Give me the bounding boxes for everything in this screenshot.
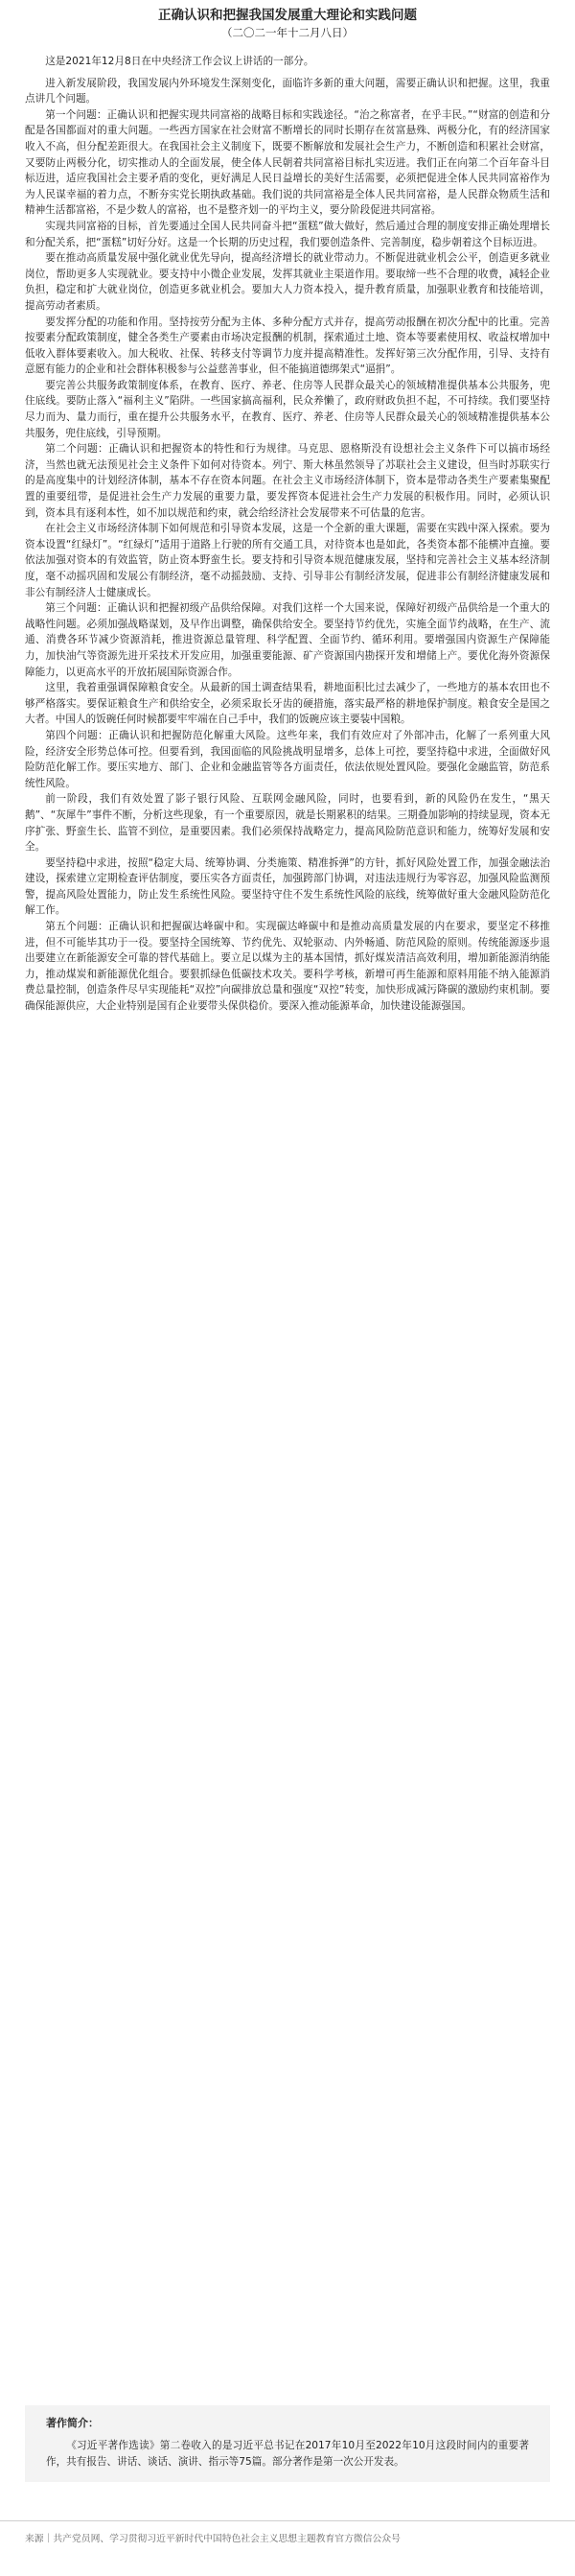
- paragraph: 要坚持稳中求进，按照“稳定大局、统筹协调、分类施策、精准拆弹”的方针，抓好风险处置工作，加强金融法治建设，探索建立定期检查评估制度，要压实各方面责任，加强跨部门协调，对违法违规行为零容忍，加强风险监测预警，提高风险处置能力，防止发生系统性风险。要坚持守住不发生系统性风险的底线，统筹做好重大金融风险防范化解工作。: [25, 856, 550, 917]
- paragraph: 第三个问题：正确认识和把握初级产品供给保障。对我们这样一个大国来说，保障好初级产品供给是一个重大的战略性问题。必须加强战略谋划，及早作出调整，确保供给安全。要坚持节约优先，实施全面节约战略，在生产、流通、消费各环节减少资源消耗，推进资源总量管理、科学配置、全面节约、循环利用。要增强国内资源生产保障能力，加快油气等资源先进开采技术开发应用，加强重要能源、矿产资源国内勘探开发和增储上产。要优化海外资源保障能力，以更高水平的开放拓展国际资源合作。: [25, 602, 550, 678]
- paragraph: 这里，我着重强调保障粮食安全。从最新的国土调查结果看，耕地面积比过去减少了，一些地方的基本农田也不够严格落实。要保证粮食生产和供给安全，必须采取长牙齿的硬措施，落实最严格的耕地保护制度。粮食安全是国之大者。中国人的饭碗任何时候都要牢牢端在自己手中，我们的饭碗应该主要装中国粮。: [25, 682, 550, 726]
- paragraph: 前一阶段，我们有效处置了影子银行风险、互联网金融风险，同时，也要看到，新的风险仍在发生，“黑天鹅”、“灰犀牛”事件不断，分析这些现象，有一个重要原因，就是长期累积的结果。三期叠加影响的持续显现，资本无序扩张、野蛮生长、监管不到位，是重要因素。我们必须保持战略定力，提高风险防范意识和能力，统筹好发展和安全。: [25, 793, 550, 854]
- source-line: 来源｜共产党员网、学习贯彻习近平新时代中国特色社会主义思想主题教育官方微信公众号: [25, 2534, 401, 2544]
- author-intro-box: [25, 2405, 550, 2482]
- footer-divider: [0, 2520, 575, 2521]
- article-title: 正确认识和把握我国发展重大理论和实践问题: [158, 8, 417, 23]
- author-intro-text: 《习近平著作选读》第二卷收入的是习近平总书记在2017年10月至2022年10月这段时间内的重要著作，共有报告、讲话、谈话、演讲、指示等75篇。部分著作是第一次公开发表。: [46, 2440, 529, 2468]
- paragraph: 第一个问题：正确认识和把握实现共同富裕的战略目标和实践途径。“治之称富者，在乎丰民。”“财富的创造和分配是各国都面对的重大问题。一些西方国家在社会财富不断增长的同时长期存在贫富悬殊、两极分化，有的经济国家收入不高，但分配差距很大。在我国社会主义制度下，既要不断解放和发展社会生产力，不断创造和积累社会财富，又要防止两极分化，切实推动人的全面发展，使全体人民朝着共同富裕目标扎实迈进。我们正在向第二个百年奋斗目标迈进，适应我国社会主要矛盾的变化，更好满足人民日益增长的美好生活需要，必须把促进全体人民共同富裕作为为人民谋幸福的着力点，不断夯实党长期执政基础。我们说的共同富裕是全体人民共同富裕，是人民群众物质生活和精神生活都富裕，不是少数人的富裕，也不是整齐划一的平均主义，要分阶段促进共同富裕。: [25, 108, 550, 217]
- paragraph: 要完善公共服务政策制度体系，在教育、医疗、养老、住房等人民群众最关心的领域精准提供基本公共服务，兜住底线。要防止落入“福利主义”陷阱。一些国家搞高福利，民众养懒了，政府财政负担不起，不可持续。我们要坚持尽力而为、量力而行，重在提升公共服务水平，在教育、医疗、养老、住房等人民群众最关心的领域精准提供基本公共服务，兜住底线，引导预期。: [25, 379, 550, 439]
- paragraph: 第五个问题：正确认识和把握碳达峰碳中和。实现碳达峰碳中和是推动高质量发展的内在要求，要坚定不移推进，但不可能毕其功于一役。要坚持全国统筹、节约优先、双轮驱动、内外畅通、防范风险的原则。传统能源逐步退出要建立在新能源安全可靠的替代基础上。要立足以煤为主的基本国情，抓好煤炭清洁高效利用，增加新能源消纳能力，推动煤炭和新能源优化组合。要狠抓绿色低碳技术攻关。要科学考核，新增可再生能源和原料用能不纳入能源消费总量控制，创造条件尽早实现能耗“双控”向碳排放总量和强度“双控”转变，加快形成减污降碳的激励约束机制。要确保能源供应，大企业特别是国有企业要带头保供稳价。要深入推动能源革命，加快建设能源强国。: [25, 921, 550, 1013]
- paragraph: 实现共同富裕的目标，首先要通过全国人民共同奋斗把“蛋糕”做大做好，然后通过合理的制度安排正确处理增长和分配关系，把“蛋糕”切好分好。这是一个长期的历史过程，我们要创造条件、完善制度，稳步朝着这个目标迈进。: [25, 220, 550, 248]
- article-date: （二〇二一年十二月八日）: [221, 26, 354, 39]
- article-body: [25, 54, 550, 1015]
- paragraph: 第四个问题：正确认识和把握防范化解重大风险。这些年来，我们有效应对了外部冲击，化解了一系列重大风险，经济安全形势总体可控。但要看到，我国面临的风险挑战明显增多，总体上可控，要坚持稳中求进，全面做好风险防范化解工作。要压实地方、部门、企业和金融监管等各方面责任，依法依规处置风险。要强化金融监管，防范系统性风险。: [25, 729, 550, 789]
- author-intro-title: 著作简介：: [46, 2417, 99, 2429]
- paragraph: 要发挥分配的功能和作用。坚持按劳分配为主体、多种分配方式并存，提高劳动报酬在初次分配中的比重。完善按要素分配政策制度，健全各类生产要素由市场决定报酬的机制，探索通过土地、资本等要素使用权、收益权增加中低收入群体要素收入。加大税收、社保、转移支付等调节力度并提高精准性。发挥好第三次分配作用，引导、支持有意愿有能力的企业和社会群体积极参与公益慈善事业，但不能搞道德绑架式“逼捐”。: [25, 316, 550, 376]
- paragraph-intro-note: 这是2021年12月8日在中央经济工作会议上讲话的一部分。: [45, 56, 314, 67]
- paragraph: 在社会主义市场经济体制下如何规范和引导资本发展，这是一个全新的重大课题，需要在实践中深入探索。要为资本设置“红绿灯”。“红绿灯”适用于道路上行驶的所有交通工具，对待资本也是如此，各类资本都不能横冲直撞。要依法加强对资本的有效监管，防止资本野蛮生长。要支持和引导资本规范健康发展，坚持和完善社会主义基本经济制度，毫不动摇巩固和发展公有制经济，毫不动摇鼓励、支持、引导非公有制经济发展，促进非公有制经济健康发展和非公有制经济人士健康成长。: [25, 523, 550, 598]
- paragraph: 进入新发展阶段，我国发展内外环境发生深刻变化，面临许多新的重大问题，需要正确认识和把握。这里，我重点讲几个问题。: [25, 77, 550, 105]
- paragraph: 第二个问题：正确认识和把握资本的特性和行为规律。马克思、恩格斯没有设想社会主义条件下可以搞市场经济，当然也就无法预见社会主义条件下如何对待资本。列宁、斯大林虽然领导了苏联社会主义建设，但当时苏联实行的是高度集中的计划经济体制，基本不存在资本问题。在社会主义市场经济体制下，资本是带动各类生产要素集聚配置的重要纽带，是促进社会生产力发展的重要力量，要发挥资本促进社会生产力发展的积极作用。同时，必须认识到，资本具有逐利本性，如不加以规范和约束，就会给经济社会发展带来不可估量的危害。: [25, 443, 550, 519]
- paragraph: 要在推动高质量发展中强化就业优先导向，提高经济增长的就业带动力。不断促进就业机会公平，创造更多就业岗位，帮助更多人实现就业。要支持中小微企业发展，发挥其就业主渠道作用。要取缔一些不合理的收费，减轻企业负担，稳定和扩大就业岗位，创造更多就业机会。要加大人力资本投入，提升教育质量，加强职业教育和技能培训，提高劳动者素质。: [25, 252, 550, 312]
